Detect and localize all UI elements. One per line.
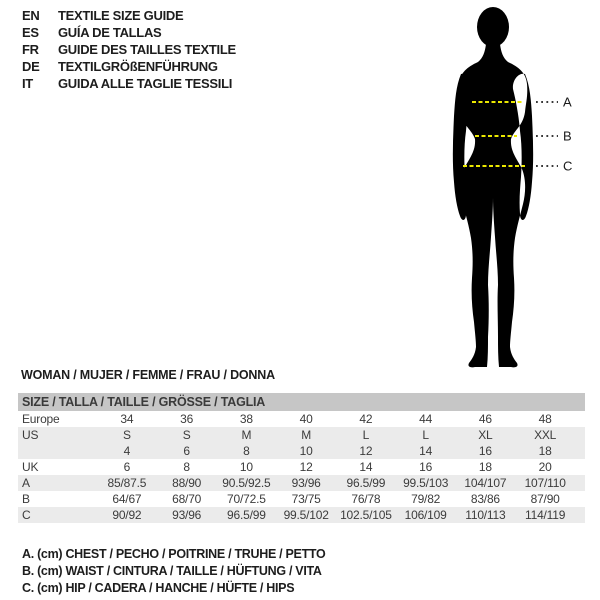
language-title: GUÍA DE TALLAS [58, 25, 162, 40]
measurement-legend [22, 546, 325, 597]
size-cell: XXL [534, 428, 557, 442]
table-row-chest [18, 475, 585, 491]
size-cell: 107/110 [524, 476, 566, 490]
size-cell: S [182, 428, 191, 442]
language-title: GUIDE DES TAILLES TEXTILE [58, 42, 236, 57]
size-cell: 6 [123, 460, 131, 474]
size-cell: 10 [239, 460, 253, 474]
table-row-uk [18, 459, 585, 475]
size-cell: 42 [359, 412, 373, 426]
size-cell: 68/70 [172, 492, 202, 506]
size-cell: XL [478, 428, 493, 442]
size-cell: 14 [419, 444, 433, 458]
legend-waist: B. (cm) WAIST / CINTURA / TAILLE / HÜFTUNG / VITA [22, 564, 322, 578]
size-cell: 64/67 [112, 492, 142, 506]
row-label: US [22, 428, 39, 442]
size-cell: M [301, 428, 312, 442]
legend-hip: C. (cm) HIP / CADERA / HANCHE / HÜFTE / HIPS [22, 581, 295, 595]
size-table [18, 368, 585, 523]
language-code: FR [22, 42, 39, 57]
size-cell: L [362, 428, 370, 442]
size-cell: 85/87.5 [107, 476, 147, 490]
language-row [22, 41, 236, 58]
table-row-waist [18, 491, 585, 507]
language-title: TEXTILGRÖßENFÜHRUNG [58, 59, 218, 74]
size-cell: 96.5/99 [346, 476, 386, 490]
size-cell: 12 [299, 460, 313, 474]
chest-marker-label: A [563, 94, 572, 110]
size-cell: 99.5/102 [283, 508, 329, 522]
woman-silhouette-icon [453, 7, 533, 367]
size-cell: 16 [419, 460, 433, 474]
language-row [22, 7, 236, 24]
table-row-hip [18, 507, 585, 523]
size-cell: 18 [538, 444, 552, 458]
size-cell: 18 [478, 460, 492, 474]
size-cell: 36 [180, 412, 194, 426]
size-cell: 90.5/92.5 [222, 476, 271, 490]
size-cell: 114/119 [525, 508, 566, 522]
size-cell: S [122, 428, 131, 442]
size-cell: 99.5/103 [403, 476, 449, 490]
size-cell: 102.5/105 [340, 508, 392, 522]
size-cell: 10 [299, 444, 313, 458]
language-title: GUIDA ALLE TAGLIE TESSILI [58, 76, 233, 91]
size-cell: 79/82 [411, 492, 441, 506]
size-cell: M [241, 428, 252, 442]
size-cell: 104/107 [464, 476, 507, 490]
waist-marker-label: B [563, 128, 572, 144]
table-row-us-numeric [18, 443, 585, 459]
size-cell: 38 [239, 412, 253, 426]
size-cell: 8 [183, 460, 190, 474]
size-cell: 6 [183, 444, 190, 458]
size-cell: 12 [359, 444, 373, 458]
language-title: TEXTILE SIZE GUIDE [58, 8, 184, 23]
size-cell: 87/90 [530, 492, 560, 506]
language-code: IT [22, 76, 33, 91]
size-cell: 16 [478, 444, 492, 458]
size-cell: 93/96 [291, 476, 321, 490]
language-row [22, 24, 236, 41]
size-cell: 14 [359, 460, 373, 474]
table-row-europe [18, 411, 585, 427]
row-label: A [22, 476, 30, 490]
size-cell: 88/90 [172, 476, 202, 490]
size-cell: 76/78 [351, 492, 381, 506]
size-cell: 110/113 [465, 508, 506, 522]
legend-chest: A. (cm) CHEST / PECHO / POITRINE / TRUHE / PETTO [22, 547, 326, 561]
size-cell: 20 [538, 460, 552, 474]
language-row [22, 58, 236, 75]
size-cell: 40 [299, 412, 313, 426]
size-cell: 44 [419, 412, 433, 426]
measurement-figure [430, 0, 600, 380]
size-cell: 8 [243, 444, 250, 458]
language-code: ES [22, 25, 39, 40]
table-header: SIZE / TALLA / TAILLE / GRÖSSE / TAGLIA [18, 393, 585, 411]
language-code: EN [22, 8, 40, 23]
row-label: C [22, 508, 31, 522]
size-cell: 73/75 [291, 492, 321, 506]
size-cell: 106/109 [404, 508, 447, 522]
row-label: Europe [22, 412, 60, 426]
size-cell: 93/96 [172, 508, 202, 522]
size-cell: 46 [478, 412, 492, 426]
size-cell: 34 [120, 412, 134, 426]
size-cell: L [422, 428, 429, 442]
size-cell: 4 [123, 444, 131, 458]
language-code: DE [22, 59, 40, 74]
table-row-us [18, 427, 585, 443]
size-cell: 48 [538, 412, 552, 426]
size-cell: 83/86 [470, 492, 500, 506]
hip-marker-label: C [563, 158, 573, 174]
table-title: WOMAN / MUJER / FEMME / FRAU / DONNA [21, 368, 275, 382]
size-cell: 70/72.5 [227, 492, 266, 506]
language-row [22, 75, 236, 92]
size-cell: 90/92 [112, 508, 142, 522]
language-title-list [22, 7, 236, 92]
row-label: UK [22, 460, 39, 474]
row-label: B [22, 492, 30, 506]
size-cell: 96.5/99 [227, 508, 266, 522]
